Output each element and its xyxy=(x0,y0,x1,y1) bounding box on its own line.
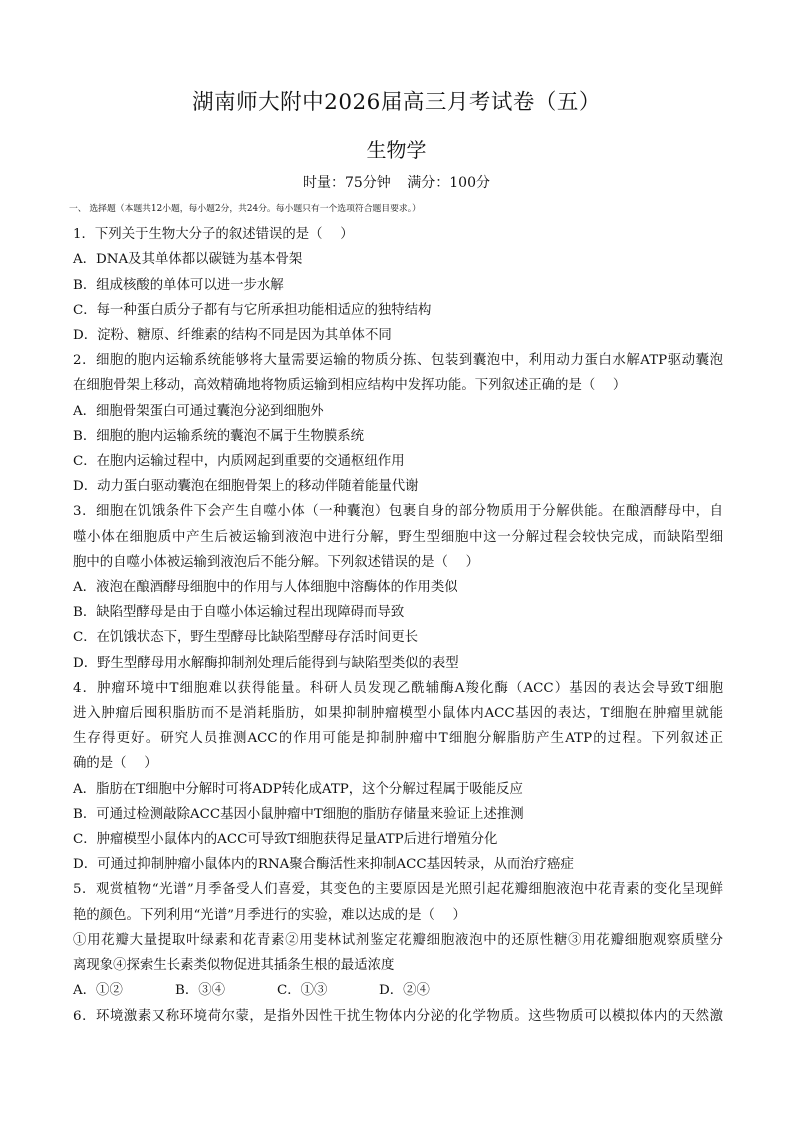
question-3-option-d: D．野生型酵母用水解酶抑制剂处理后能得到与缺陷型类似的表型 xyxy=(73,655,459,671)
question-2-stem-line-1: 2．细胞的胞内运输系统能够将大量需要运输的物质分拣、包装到囊泡中，利用动力蛋白水解ATP驱动囊泡 xyxy=(73,353,723,369)
exam-content xyxy=(69,197,723,1029)
question-1-option-a: A．DNA及其单体都以碳链为基本骨架 xyxy=(73,252,303,268)
question-4-option-b: B．可通过检测敲除ACC基因小鼠肿瘤中T细胞的脂肪存储量来验证上述推测 xyxy=(73,806,524,822)
question-4-option-d: D．可通过抑制肿瘤小鼠体内的RNA聚合酶活性来抑制ACC基因转录，从而治疗癌症 xyxy=(73,857,574,873)
question-2-stem-line-2: 在细胞骨架上移动，高效精确地将物质运输到相应结构中发挥功能。下列叙述正确的是（ ） xyxy=(73,378,627,394)
question-4-stem-line-2: 进入肿瘤后囤积脂肪而不是消耗脂肪，如果抑制肿瘤模型小鼠体内ACC基因的表达，T细胞在肿瘤里就能 xyxy=(73,706,723,722)
question-5-option-b: B．③④ xyxy=(175,983,226,999)
question-1-stem: 1．下列关于生物大分子的叙述错误的是（ ） xyxy=(73,227,354,243)
question-3-option-c: C．在饥饿状态下，野生型酵母比缺陷型酵母存活时间更长 xyxy=(73,630,419,646)
question-6-stem-line-1: 6．环境激素又称环境荷尔蒙，是指外因性干扰生物体内分泌的化学物质。这些物质可以模拟体内的天然激 xyxy=(73,1008,723,1024)
question-5-option-c: C．①③ xyxy=(277,983,328,999)
question-3-stem-line-1: 3．细胞在饥饿条件下会产生自噬小体（一种囊泡）包裹自身的部分物质用于分解供能。在酿酒酵母中，自 xyxy=(73,504,723,520)
question-5-option-d: D．②④ xyxy=(379,983,430,999)
subject-title: 生物学 xyxy=(366,138,427,162)
question-5-stem-line-2: 艳的颜色。下列利用“光谱”月季进行的实验，难以达成的是（ ） xyxy=(73,907,466,923)
question-5-option-a: A．①② xyxy=(73,983,123,999)
question-5-items-line-2: 离现象④探索生长素类似物促进其插条生根的最适浓度 xyxy=(73,958,395,974)
question-4-stem-line-1: 4．肿瘤环境中T细胞难以获得能量。科研人员发现乙酰辅酶A羧化酶（ACC）基因的表达会导致T细胞 xyxy=(73,680,723,696)
question-1-option-d: D．淀粉、糖原、纤维素的结构不同是因为其单体不同 xyxy=(73,328,392,344)
question-2-option-d: D．动力蛋白驱动囊泡在细胞骨架上的移动伴随着能量代谢 xyxy=(73,479,419,495)
question-1-option-b: B．组成核酸的单体可以进一步水解 xyxy=(73,277,284,293)
question-5-items-line-1: ①用花瓣大量提取叶绿素和花青素②用斐林试剂鉴定花瓣细胞液泡中的还原性糖③用花瓣细胞观察质壁分 xyxy=(73,932,723,948)
question-4-stem-line-4: 确的是（ ） xyxy=(73,756,158,772)
question-3-option-b: B．缺陷型酵母是由于自噬小体运输过程出现障碍而导致 xyxy=(73,605,405,621)
question-4-option-c: C．肿瘤模型小鼠体内的ACC可导致T细胞获得足量ATP后进行增殖分化 xyxy=(73,832,498,848)
question-5-stem-line-1: 5．观赏植物“光谱”月季备受人们喜爱，其变色的主要原因是光照引起花瓣细胞液泡中花青素的变化呈现鲜 xyxy=(73,882,723,898)
full-score: 满分：100分 xyxy=(407,175,490,191)
question-4-stem-line-3: 生存得更好。研究人员推测ACC的作用可能是抑制肿瘤中T细胞分解脂肪产生ATP的过程。下列叙述正 xyxy=(73,731,723,747)
question-3-option-a: A．液泡在酿酒酵母细胞中的作用与人体细胞中溶酶体的作用类似 xyxy=(73,580,458,596)
time-limit: 时量：75分钟 xyxy=(302,175,391,191)
question-3-stem-line-2: 噬小体在细胞质中产生后被运输到液泡中进行分解，野生型细胞中这一分解过程会较快完成，而缺陷型细 xyxy=(73,529,723,545)
question-1-option-c: C．每一种蛋白质分子都有与它所承担功能相适应的独特结构 xyxy=(73,302,432,318)
section-heading: 一、 选择题（本题共12小题，每小题2分，共24分。每小题只有一个选项符合题目要求。） xyxy=(69,204,421,214)
question-2-option-a: A．细胞骨架蛋白可通过囊泡分泌到细胞外 xyxy=(73,403,324,419)
question-3-stem-line-3: 胞中的自噬小体被运输到液泡后不能分解。下列叙述错误的是（ ） xyxy=(73,554,479,570)
question-4-option-a: A．脂肪在T细胞中分解时可将ADP转化成ATP，这个分解过程属于吸能反应 xyxy=(73,781,523,797)
exam-meta xyxy=(0,172,793,194)
question-2-option-b: B．细胞的胞内运输系统的囊泡不属于生物膜系统 xyxy=(73,428,365,444)
exam-title: 湖南师大附中2026届高三月考试卷（五） xyxy=(192,90,601,115)
question-2-option-c: C．在胞内运输过程中，内质网起到重要的交通枢纽作用 xyxy=(73,454,405,470)
question-5-options xyxy=(73,978,723,1003)
